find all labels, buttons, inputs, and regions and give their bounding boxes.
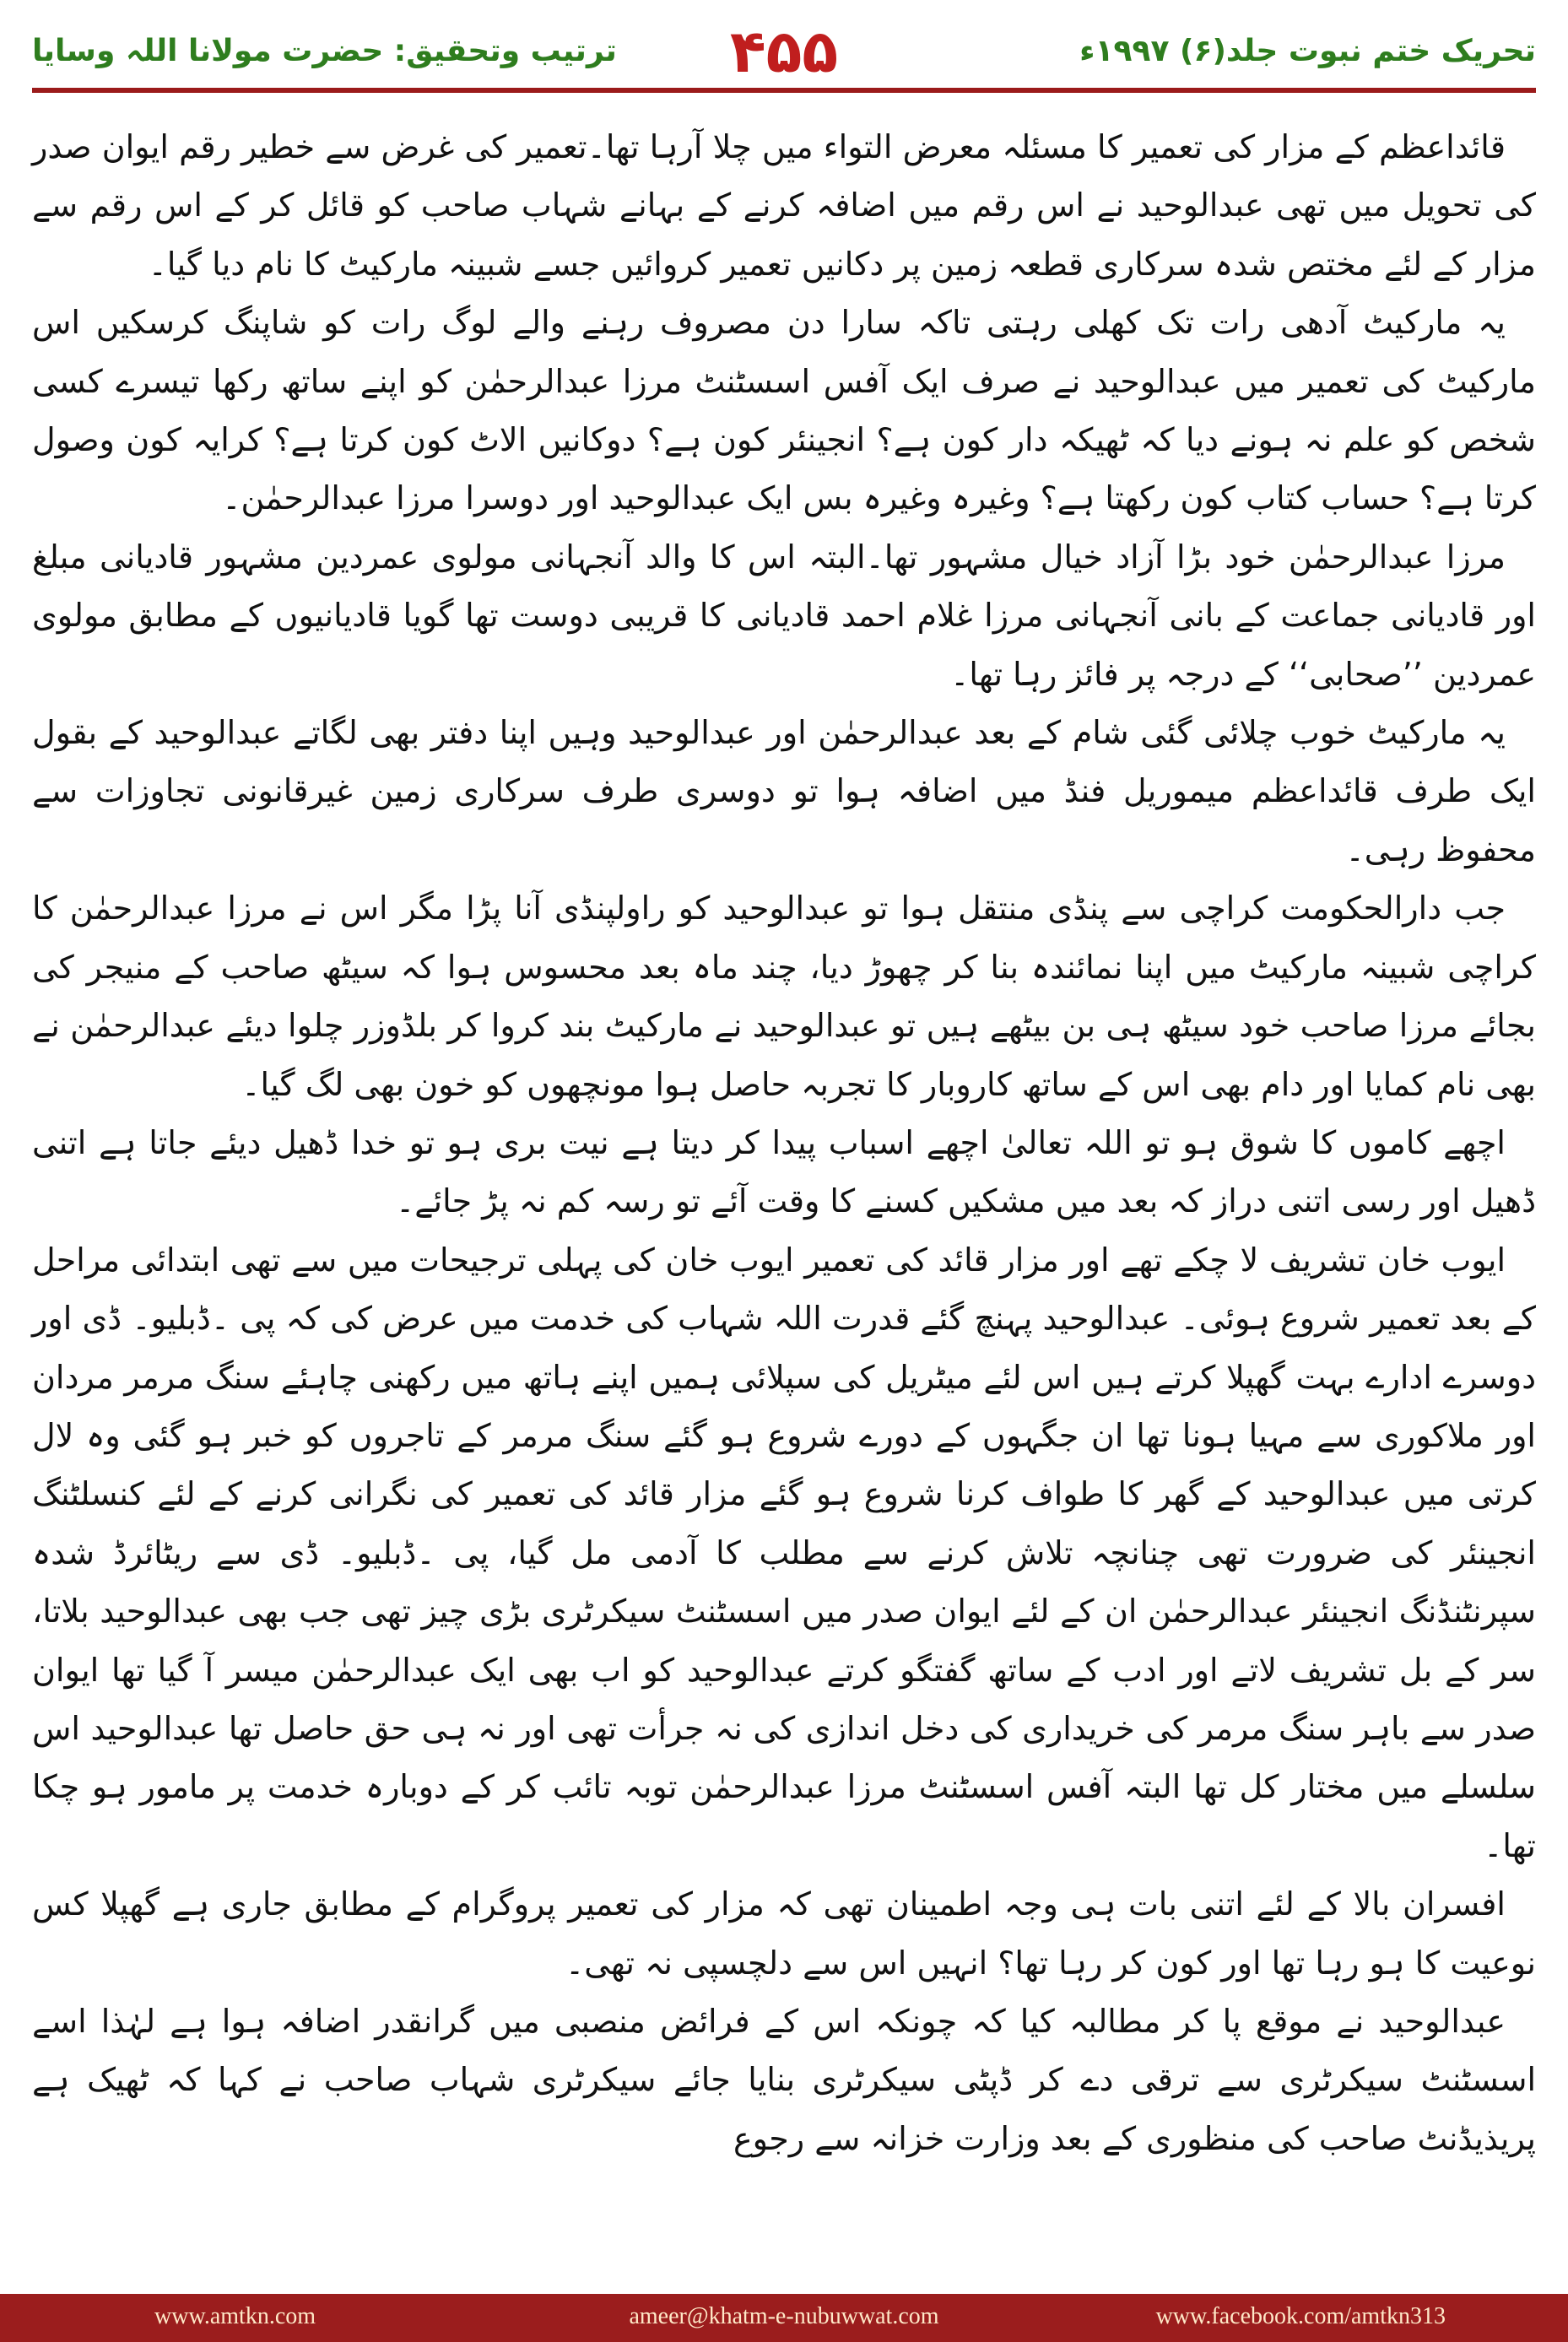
article-body (32, 118, 1536, 2279)
paragraph: اچھے کاموں کا شوق ہو تو اللہ تعالیٰ اچھے اسباب پیدا کر دیتا ہے نیت بری ہو تو خدا ڈھیل دیئے جاتا ہے اتنی ڈھیل اور رسی اتنی دراز کہ بعد میں مشکیں کسنے کا وقت آئے تو رسہ کم نہ پڑ جائے۔ (32, 1123, 1536, 1220)
header-compiler: ترتیب وتحقیق: حضرت مولانا اللہ وسایا (32, 34, 617, 68)
paragraph: جب دارالحکومت کراچی سے پنڈی منتقل ہوا تو عبدالوحید کو راولپنڈی آنا پڑا مگر اس نے مرزا عبدالرحمٰن کا کراچی شبینہ مارکیٹ میں اپنا نمائندہ بنا کر چھوڑ دیا، چند ماہ بعد محسوس ہوا کہ سیٹھ صاحب کے منیجر کی بجائے مرزا صاحب خود سیٹھ ہی بن بیٹھے ہیں تو عبدالوحید نے مارکیٹ بند کروا کر بلڈوزر چلوا دیئے عبدالرحمٰن نے بھی نام کمایا اور دام بھی اس کے ساتھ کاروبار کا تجربہ حاصل ہوا مونچھوں کو خون بھی لگ گیا۔ (32, 890, 1536, 1103)
footer-website-link[interactable]: www.amtkn.com (154, 2303, 316, 2329)
page-footer (0, 2294, 1568, 2342)
paragraph: عبدالوحید نے موقع پا کر مطالبہ کیا کہ چونکہ اس کے فرائض منصبی میں گرانقدر اضافہ ہوا ہے لہٰذا اسے اسسٹنٹ سیکرٹری سے ترقی دے کر ڈپٹی سیکرٹری بنایا جائے سیکرٹری شہاب صاحب نے کہا کہ ٹھیک ہے پریذیڈنٹ صاحب کی منظوری کے بعد وزارت خزانہ سے رجوع (32, 2003, 1536, 2157)
paragraph: قائداعظم کے مزار کی تعمیر کا مسئلہ معرض التواء میں چلا آرہا تھا۔تعمیر کی غرض سے خطیر رقم ایوان صدر کی تحویل میں تھی عبدالوحید نے اس رقم میں اضافہ کرنے کے بہانے شہاب صاحب کو قائل کر کے اس رقم سے مزار کے لئے مختص شدہ سرکاری قطعہ زمین پر دکانیں تعمیر کروائیں جسے شبینہ مارکیٹ کا نام دیا گیا۔ (32, 128, 1536, 283)
footer-facebook-link[interactable]: www.facebook.com/amtkn313 (1155, 2303, 1446, 2329)
page-header (32, 0, 1536, 101)
footer-email-link[interactable]: ameer@khatm-e-nubuwwat.com (629, 2303, 939, 2329)
paragraph: افسران بالا کے لئے اتنی بات ہی وجہ اطمینان تھی کہ مزار کی تعمیر پروگرام کے مطابق جاری ہے گھپلا کس نوعیت کا ہو رہا تھا اور کون کر رہا تھا؟ انہیں اس سے دلچسپی نہ تھی۔ (32, 1885, 1536, 1982)
paragraph: ایوب خان تشریف لا چکے تھے اور مزار قائد کی تعمیر ایوب خان کی پہلی ترجیحات میں سے تھی ابتدائی مراحل کے بعد تعمیر شروع ہوئی۔ عبدالوحید پہنچ گئے قدرت اللہ شہاب کی خدمت میں عرض کی کہ پی ۔ڈبلیو۔ ڈی اور دوسرے ادارے بہت گھپلا کرتے ہیں اس لئے میٹریل کی سپلائی ہمیں اپنے ہاتھ میں رکھنی چاہئے سنگ مرمر مردان اور ملاکوری سے مہیا ہونا تھا ان جگہوں کے دورے شروع ہو گئے سنگ مرمر کے تاجروں کو خبر ہو گئی وہ لال کرتی میں عبدالوحید کے گھر کا طواف کرنا شروع ہو گئے مزار قائد کی تعمیر کی نگرانی کرنے کے لئے کنسلٹنگ انجینئر کی ضرورت تھی چنانچہ تلاش کرنے سے مطلب کا آدمی مل گیا، پی ۔ڈبلیو۔ ڈی سے ریٹائرڈ شدہ سپرنٹنڈنگ انجینئر عبدالرحمٰن ان کے لئے ایوان صدر میں اسسٹنٹ سیکرٹری بڑی چیز تھی جب بھی عبدالوحید بلاتا، سر کے بل تشریف لاتے اور ادب کے ساتھ گفتگو کرتے عبدالوحید کو اب بھی ایک عبدالرحمٰن میسر آ گیا تھا ایوان صدر سے باہر سنگ مرمر کی خریداری کی دخل اندازی کی نہ جرأت تھی اور نہ ہی حق حاصل تھا عبدالوحید اس سلسلے میں مختار کل تھا البتہ آفس اسسٹنٹ مرزا عبدالرحمٰن توبہ تائب کر کے دوبارہ خدمت پر مامور ہو چکا تھا۔ (32, 1241, 1536, 1864)
paragraph: مرزا عبدالرحمٰن خود بڑا آزاد خیال مشہور تھا۔البتہ اس کا والد آنجہانی مولوی عمردین مشہور قادیانی مبلغ اور قادیانی جماعت کے بانی آنجہانی مرزا غلام احمد قادیانی کا قریبی دوست تھا گویا قادیانیوں کے مطابق مولوی عمردین ’’صحابی‘‘ کے درجہ پر فائز رہا تھا۔ (32, 538, 1536, 693)
header-divider (32, 88, 1536, 93)
header-book-title: تحریک ختم نبوت جلد(۶) ۱۹۹۷ء (1079, 34, 1536, 68)
page-number: ۴۵۵ (729, 17, 839, 86)
paragraph: یہ مارکیٹ آدھی رات تک کھلی رہتی تاکہ سارا دن مصروف رہنے والے لوگ رات کو شاپنگ کرسکیں اس مارکیٹ کی تعمیر میں عبدالوحید نے صرف ایک آفس اسسٹنٹ مرزا عبدالرحمٰن کو اپنے ساتھ رکھا تیسرے کسی شخص کو علم نہ ہونے دیا کہ ٹھیکہ دار کون ہے؟ انجینئر کون ہے؟ دوکانیں الاٹ کون کرتا ہے؟ کرایہ کون وصول کرتا ہے؟ حساب کتاب کون رکھتا ہے؟ وغیرہ وغیرہ بس ایک عبدالوحید اور دوسرا مرزا عبدالرحمٰن۔ (32, 304, 1536, 517)
paragraph: یہ مارکیٹ خوب چلائی گئی شام کے بعد عبدالرحمٰن اور عبدالوحید وہیں اپنا دفتر بھی لگاتے عبدالوحید کے بقول ایک طرف قائداعظم میموریل فنڈ میں اضافہ ہوا تو دوسری طرف سرکاری زمین غیرقانونی تجاوزات سے محفوظ رہی۔ (32, 714, 1536, 868)
